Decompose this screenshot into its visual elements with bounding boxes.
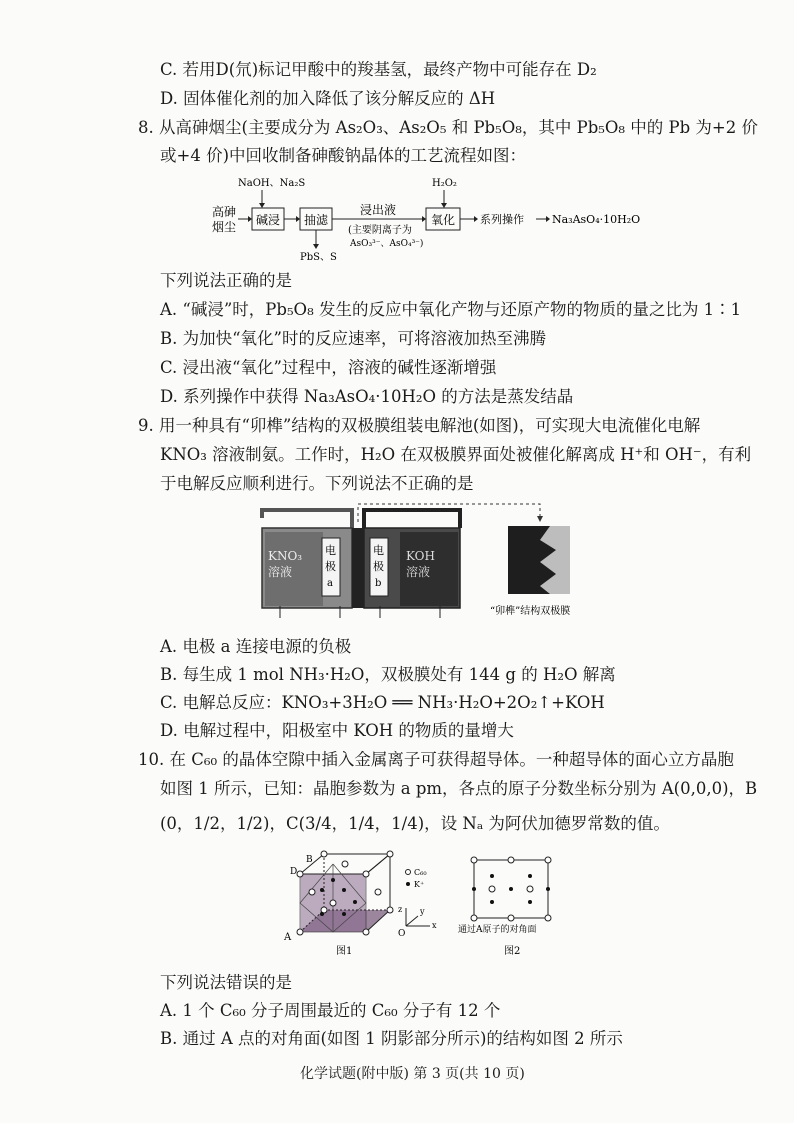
flow-residue: PbS、S (300, 252, 337, 263)
svg-text:电: 电 (325, 544, 336, 557)
q10-stem-line1: 10. 在 C₆₀ 的晶体空隙中插入金属离子可获得超导体。一种超导体的面心立方晶胞 (138, 750, 734, 769)
svg-text:氧化: 氧化 (431, 213, 456, 227)
svg-text:C₆₀: C₆₀ (414, 868, 427, 877)
q8-option-d: D. 系列操作中获得 Na₃AsO₄·10H₂O 的方法是蒸发结晶 (160, 387, 574, 406)
bipolar-membrane (352, 528, 364, 608)
svg-text:抽滤: 抽滤 (304, 213, 329, 227)
svg-text:溶液: 溶液 (268, 565, 293, 579)
svg-text:KNO₃: KNO₃ (268, 549, 303, 563)
q8-stem-line2: 或+4 价)中回收制备砷酸钠晶体的工艺流程如图： (160, 146, 527, 165)
svg-text:KOH: KOH (406, 549, 435, 563)
flow-product: Na₃AsO₄·10H₂O (552, 213, 641, 226)
q10-crystal-figure (282, 850, 572, 960)
svg-text:O: O (398, 929, 406, 939)
q10-stem-line2: 如图 1 所示，已知：晶胞参数为 a pm，各点的原子分数坐标分别为 A(0,0,0)，B (160, 779, 758, 798)
q7-option-d: D. 固体催化剂的加入降低了该分解反应的 ΔH (160, 89, 496, 108)
membrane-caption: “卯榫”结构双极膜 (490, 606, 571, 617)
flow-feed-line2: 烟尘 (212, 220, 237, 234)
svg-text:a: a (327, 578, 333, 589)
q9-option-a: A. 电极 a 连接电源的负极 (160, 637, 352, 656)
flow-filtrate: 浸出液 (360, 203, 397, 217)
svg-text:极: 极 (325, 560, 336, 573)
svg-text:极: 极 (373, 560, 384, 573)
q9-stem-line1: 9. 用一种具有“卯榫”结构的双极膜组装电解池(如图)，可实现大电流催化电解 (138, 416, 701, 435)
flow-reagent-h2o2: H₂O₂ (432, 178, 457, 189)
svg-text:K⁺: K⁺ (414, 880, 425, 889)
q8-option-a: A. “碱浸”时，Pb₅O₈ 发生的反应中氧化产物与还原产物的物质的量之比为 1∶1 (160, 300, 742, 319)
q10-prompt: 下列说法错误的是 (160, 973, 292, 992)
q10-option-a: A. 1 个 C₆₀ 分子周围最近的 C₆₀ 分子有 12 个 (160, 1001, 501, 1020)
q9-option-b: B. 每生成 1 mol NH₃·H₂O，双极膜处有 144 g 的 H₂O 解离 (160, 665, 616, 684)
q9-electrolysis-figure (250, 500, 630, 622)
svg-text:碱浸: 碱浸 (256, 213, 281, 227)
flow-reagent-naoh: NaOH、Na₂S (238, 178, 306, 189)
figure-2-caption: 图2 (504, 946, 521, 957)
q9-stem-line3: 于电解反应顺利进行。下列说法不正确的是 (160, 474, 474, 493)
q8-stem-line1: 8. 从高砷烟尘(主要成分为 As₂O₃、As₂O₅ 和 Pb₅O₈，其中 Pb₅O₈ 中的 Pb 为+2 价 (138, 118, 758, 137)
q9-option-d: D. 电解过程中，阳极室中 KOH 的物质的量增大 (160, 721, 514, 740)
q8-prompt: 下列说法正确的是 (160, 271, 292, 290)
q8-flow-diagram (200, 168, 660, 264)
q8-option-c: C. 浸出液“氧化”过程中，溶液的碱性逐渐增强 (160, 358, 497, 377)
q10-option-b: B. 通过 A 点的对角面(如图 1 阴影部分所示)的结构如图 2 所示 (160, 1029, 623, 1048)
figure-2-plane-caption: 通过A原子的对角面 (458, 925, 537, 935)
flow-anion-note2: AsO₃³⁻、AsO₄³⁻) (350, 239, 424, 249)
svg-text:A: A (284, 932, 292, 943)
q8-option-b: B. 为加快“氧化”时的反应速率，可将溶液加热至沸腾 (160, 329, 546, 348)
q9-option-c: C. 电解总反应：KNO₃+3H₂O ══ NH₃·H₂O+2O₂↑+KOH (160, 693, 605, 712)
flow-feed-line1: 高砷 (212, 205, 237, 219)
flow-anion-note1: (主要阴离子为 (348, 225, 412, 236)
svg-text:电: 电 (373, 544, 384, 557)
figure-1-caption: 图1 (336, 946, 353, 957)
svg-text:x: x (432, 921, 437, 930)
svg-text:b: b (375, 578, 382, 589)
svg-text:D: D (290, 867, 298, 877)
flow-series-op: 系列操作 (480, 213, 524, 226)
svg-text:溶液: 溶液 (406, 565, 431, 579)
svg-text:z: z (398, 905, 403, 914)
page-footer: 化学试题(附中版) 第 3 页(共 10 页) (300, 1066, 525, 1082)
q9-stem-line2: KNO₃ 溶液制氨。工作时，H₂O 在双极膜界面处被催化解离成 H⁺和 OH⁻，有利 (160, 445, 752, 464)
svg-text:y: y (420, 907, 425, 916)
q7-option-c: C. 若用D(氘)标记甲酸中的羧基氢，最终产物中可能存在 D₂ (160, 60, 597, 79)
q10-stem-line3: (0，1/2，1/2)，C(3/4，1/4，1/4)，设 Nₐ 为阿伏加德罗常数的值。 (160, 814, 670, 833)
svg-text:B: B (306, 855, 313, 865)
